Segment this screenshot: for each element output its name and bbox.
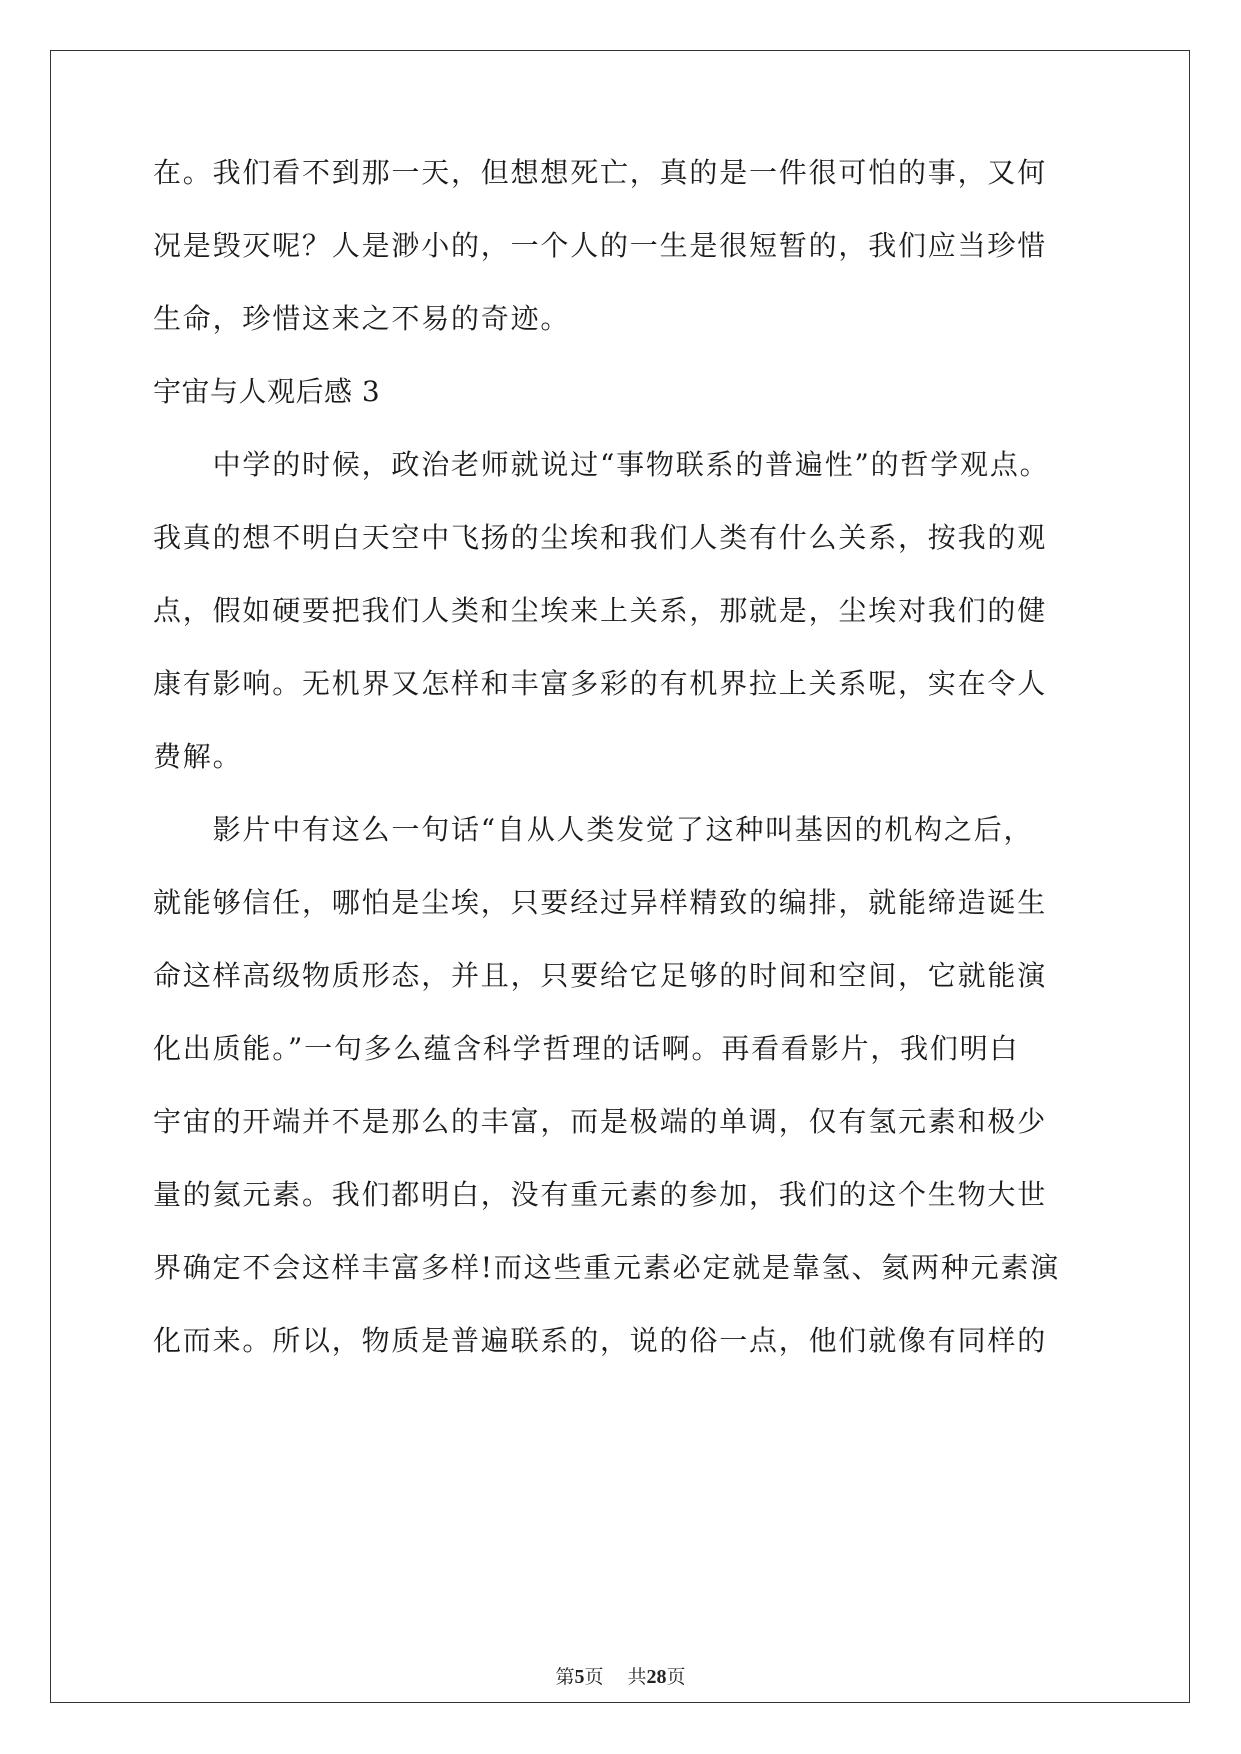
body-line-14: 宇宙的开端并不是那么的丰富，而是极端的单调，仅有氢元素和极少 bbox=[153, 1105, 1048, 1138]
body-line-17: 化而来。所以，物质是普遍联系的，说的俗一点，他们就像有同样的 bbox=[153, 1324, 1048, 1357]
body-line-2: 况是毁灭呢？人是渺小的，一个人的一生是很短暂的，我们应当珍惜 bbox=[153, 229, 1048, 262]
body-line-9: 费解。 bbox=[153, 740, 243, 773]
total-suffix: 页 bbox=[666, 1666, 686, 1688]
page-number: 5 bbox=[574, 1666, 585, 1688]
page-prefix: 第 bbox=[555, 1666, 575, 1688]
body-line-6: 我真的想不明白天空中飞扬的尘埃和我们人类有什么关系，按我的观 bbox=[153, 521, 1048, 554]
body-line-16: 界确定不会这样丰富多样!而这些重元素必定就是靠氢、氦两种元素演 bbox=[153, 1251, 1061, 1284]
page-border bbox=[50, 50, 1190, 1703]
body-line-8: 康有影响。无机界又怎样和丰富多彩的有机界拉上关系呢，实在令人 bbox=[153, 667, 1048, 700]
body-line-15: 量的氦元素。我们都明白，没有重元素的参加，我们的这个生物大世 bbox=[153, 1178, 1048, 1211]
body-line-1: 在。我们看不到那一天，但想想死亡，真的是一件很可怕的事，又何 bbox=[153, 156, 1048, 189]
body-line-11: 就能够信任，哪怕是尘埃，只要经过异样精致的编排，就能缔造诞生 bbox=[153, 886, 1048, 919]
page-footer bbox=[0, 1664, 1241, 1690]
total-prefix: 共 bbox=[627, 1666, 647, 1688]
body-line-5: 中学的时候，政治老师就说过“事物联系的普遍性”的哲学观点。 bbox=[153, 448, 1050, 481]
total-pages: 28 bbox=[646, 1666, 667, 1688]
body-line-10: 影片中有这么一句话“自从人类发觉了这种叫基因的机构之后， bbox=[153, 813, 1034, 846]
body-line-13: 化出质能。”一句多么蕴含科学哲理的话啊。再看看影片，我们明白 bbox=[153, 1032, 1020, 1065]
body-line-12: 命这样高级物质形态，并且，只要给它足够的时间和空间，它就能演 bbox=[153, 959, 1048, 992]
body-line-3: 生命，珍惜这来之不易的奇迹。 bbox=[153, 302, 571, 335]
body-line-7: 点，假如硬要把我们人类和尘埃来上关系，那就是，尘埃对我们的健 bbox=[153, 594, 1048, 627]
section-heading: 宇宙与人观后感 3 bbox=[153, 375, 381, 408]
page-suffix: 页 bbox=[584, 1666, 604, 1688]
